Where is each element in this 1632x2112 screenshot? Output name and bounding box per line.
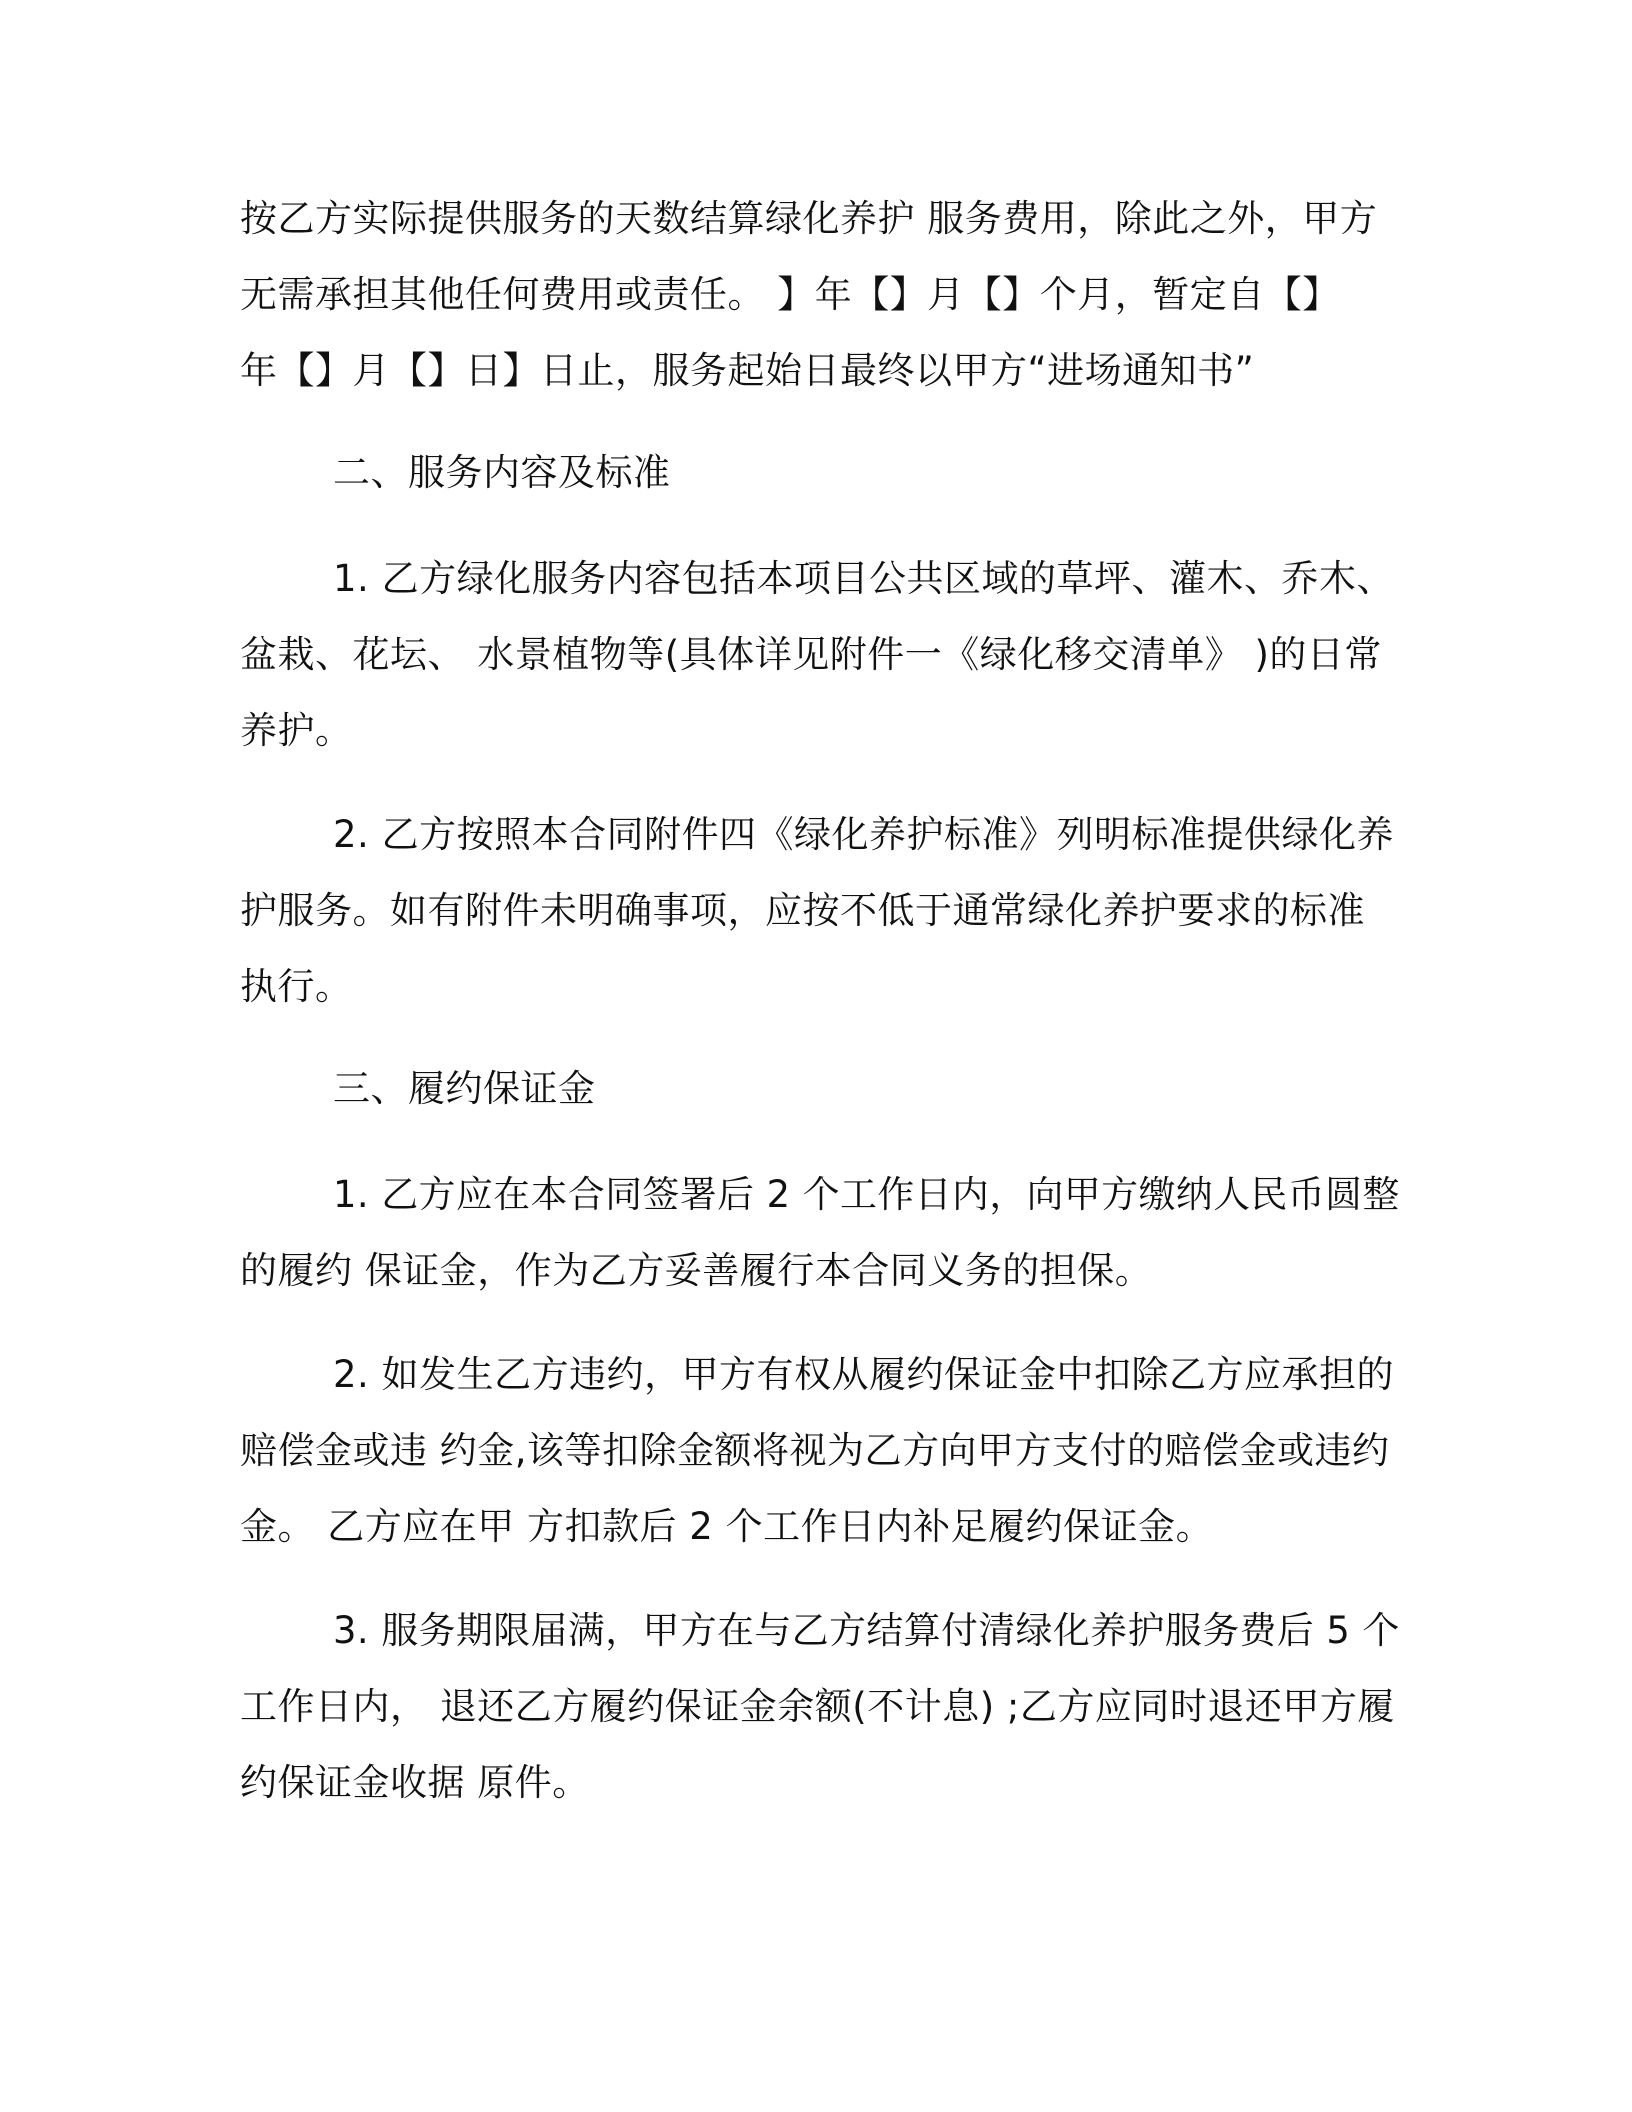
section-2-heading: 二、服务内容及标准 [333,451,671,494]
section-2-item-1-line-3: 养护。 [240,709,353,752]
section-2-item-2-line-2: 护服务。如有附件未明确事项，应按不低于通常绿化养护要求的标准 [240,889,1365,932]
section-3-heading: 三、履约保证金 [333,1067,596,1110]
section-3-item-3-line-2: 工作日内， 退还乙方履约保证金余额(不计息) ;乙方应同时退还甲方履 [240,1685,1395,1728]
section-3-item-2-line-3: 金。 乙方应在甲 方扣款后 2 个工作日内补足履约保证金。 [240,1505,1214,1548]
section-3-item-1-line-2: 的履约 保证金，作为乙方妥善履行本合同义务的担保。 [240,1249,1153,1292]
section-3-item-1-line-1: 1. 乙方应在本合同签署后 2 个工作日内，向甲方缴纳人民币圆整 [333,1173,1400,1216]
section-3-item-3-line-1: 3. 服务期限届满，甲方在与乙方结算付清绿化养护服务费后 5 个 [333,1609,1400,1652]
section-2-item-1-line-1: 1. 乙方绿化服务内容包括本项目公共区域的草坪、灌木、乔木、 [333,557,1395,600]
intro-line-3: 年【】月【】日】日止，服务起始日最终以甲方“进场通知书” [240,349,1255,392]
section-2-item-2-line-1: 2. 乙方按照本合同附件四《绿化养护标准》列明标准提供绿化养 [333,813,1395,856]
section-3-item-2-line-2: 赔偿金或违 约金,该等扣除金额将视为乙方向甲方支付的赔偿金或违约 [240,1429,1390,1472]
intro-line-1: 按乙方实际提供服务的天数结算绿化养护 服务费用，除此之外，甲方 [240,197,1378,240]
section-3-item-3-line-3: 约保证金收据 原件。 [240,1761,590,1804]
intro-line-2: 无需承担其他任何费用或责任。 】年【】月【】个月，暂定自【】 [240,273,1340,316]
section-3-item-2-line-1: 2. 如发生乙方违约，甲方有权从履约保证金中扣除乙方应承担的 [333,1353,1395,1396]
section-2-item-2-line-3: 执行。 [240,965,353,1008]
section-2-item-1-line-2: 盆栽、花坛、 水景植物等(具体详见附件一《绿化移交清单》 )的日常 [240,633,1382,676]
